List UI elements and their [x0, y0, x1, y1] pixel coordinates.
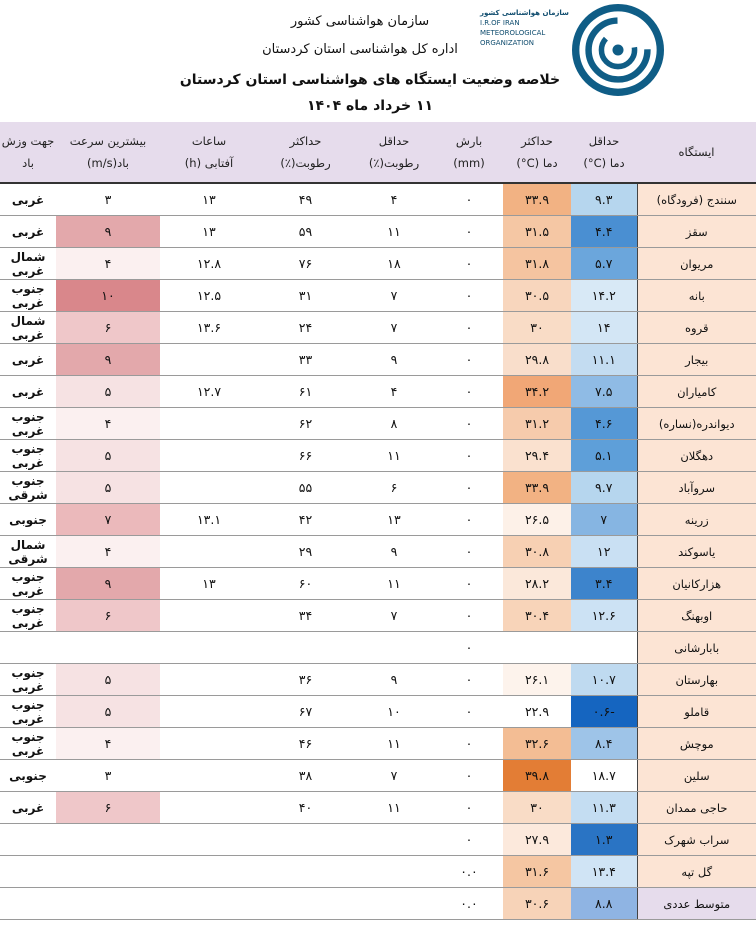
cell-rhmax	[258, 888, 353, 920]
cell-tmax: ۳۱.۲	[503, 408, 571, 440]
cell-tmin: ۱۱.۳	[571, 792, 637, 824]
cell-dir: جنوب غربی	[0, 696, 56, 728]
cell-tmin: ۱۱.۱	[571, 344, 637, 376]
cell-tmax: ۳۴.۲	[503, 376, 571, 408]
cell-precip: ۰	[435, 664, 503, 696]
cell-station: حاجی ممدان	[637, 792, 756, 824]
cell-precip: ۰	[435, 183, 503, 216]
cell-rhmin: ۱۳	[353, 504, 435, 536]
cell-sun: ۱۲.۸	[160, 248, 258, 280]
table-row	[0, 408, 756, 440]
cell-rhmin: ۷	[353, 280, 435, 312]
cell-tmax: ۲۹.۴	[503, 440, 571, 472]
cell-station: بیجار	[637, 344, 756, 376]
cell-tmin: ۳.۴	[571, 568, 637, 600]
cell-station: متوسط عددی	[637, 888, 756, 920]
table-row	[0, 856, 756, 888]
cell-tmin: ۱۰.۷	[571, 664, 637, 696]
cell-tmax: ۲۹.۸	[503, 344, 571, 376]
column-header-sublabel: دما (C°)	[516, 156, 558, 170]
column-header-label: ساعات	[191, 134, 227, 148]
cell-tmax: ۳۳.۹	[503, 472, 571, 504]
cell-sun	[160, 344, 258, 376]
column-header-dir	[0, 122, 56, 183]
table-row	[0, 600, 756, 632]
cell-rhmax: ۵۵	[258, 472, 353, 504]
cell-station: موچش	[637, 728, 756, 760]
cell-precip: ۰	[435, 280, 503, 312]
cell-rhmin: ۷	[353, 600, 435, 632]
cell-wind: ۶	[56, 792, 160, 824]
cell-dir: جنوب غربی	[0, 280, 56, 312]
table-row	[0, 568, 756, 600]
cell-rhmax: ۷۶	[258, 248, 353, 280]
cell-sun: ۱۲.۷	[160, 376, 258, 408]
logo-text-line3: ORGANIZATION	[480, 39, 535, 47]
cell-dir	[0, 632, 56, 664]
table-row	[0, 760, 756, 792]
cell-sun	[160, 440, 258, 472]
cell-wind	[56, 888, 160, 920]
table-row	[0, 183, 756, 216]
table-row	[0, 280, 756, 312]
cell-rhmax: ۶۰	[258, 568, 353, 600]
column-header-sun	[160, 122, 258, 183]
cell-precip: ۰	[435, 408, 503, 440]
cell-wind	[56, 856, 160, 888]
cell-wind: ۹	[56, 344, 160, 376]
cell-rhmax: ۳۸	[258, 760, 353, 792]
cell-tmin: ۵.۷	[571, 248, 637, 280]
cell-station: قروه	[637, 312, 756, 344]
cell-precip: ۰.۰	[435, 888, 503, 920]
cell-precip: ۰	[435, 504, 503, 536]
cell-rhmin	[353, 632, 435, 664]
cell-dir: شمال غربی	[0, 248, 56, 280]
cell-wind: ۶	[56, 312, 160, 344]
cell-dir: جنوب غربی	[0, 440, 56, 472]
cell-wind: ۹	[56, 568, 160, 600]
cell-station: دهگلان	[637, 440, 756, 472]
cell-rhmax: ۲۹	[258, 536, 353, 568]
cell-precip: ۰	[435, 568, 503, 600]
cell-wind: ۴	[56, 248, 160, 280]
cell-tmin: ۱۳.۴	[571, 856, 637, 888]
cell-station: سنندج (فرودگاه)	[637, 183, 756, 216]
cell-tmin: ۱.۳	[571, 824, 637, 856]
cell-rhmax: ۴۹	[258, 183, 353, 216]
cell-sun	[160, 536, 258, 568]
cell-wind: ۳	[56, 760, 160, 792]
table-row	[0, 536, 756, 568]
table-header	[0, 122, 756, 183]
cell-station: سقز	[637, 216, 756, 248]
cell-tmin: ۱۲.۶	[571, 600, 637, 632]
cell-wind: ۱۰	[56, 280, 160, 312]
column-header-label: حداکثر	[521, 134, 553, 148]
cell-tmin: ۴.۶	[571, 408, 637, 440]
cell-rhmin: ۱۸	[353, 248, 435, 280]
cell-wind: ۹	[56, 216, 160, 248]
cell-rhmax: ۶۲	[258, 408, 353, 440]
cell-sun: ۱۳	[160, 216, 258, 248]
cell-dir: جنوب غربی	[0, 728, 56, 760]
department-name: اداره کل هواشناسی استان کردستان	[262, 42, 458, 57]
table-row	[0, 632, 756, 664]
cell-rhmin: ۱۱	[353, 216, 435, 248]
cell-precip: ۰	[435, 312, 503, 344]
cell-dir: جنوب غربی	[0, 600, 56, 632]
weather-summary-table	[0, 122, 756, 920]
cell-wind	[56, 632, 160, 664]
cell-rhmin: ۱۰	[353, 696, 435, 728]
table-row	[0, 504, 756, 536]
cell-tmin: -۰.۶	[571, 696, 637, 728]
cell-sun	[160, 664, 258, 696]
column-header-label: ایستگاه	[678, 145, 715, 159]
cell-precip: ۰	[435, 824, 503, 856]
cell-rhmin: ۱۱	[353, 792, 435, 824]
cell-rhmin: ۱۱	[353, 440, 435, 472]
cell-rhmax: ۵۹	[258, 216, 353, 248]
cell-rhmin: ۹	[353, 344, 435, 376]
cell-dir: شمال غربی	[0, 312, 56, 344]
cell-tmax: ۳۱.۶	[503, 856, 571, 888]
table-row	[0, 696, 756, 728]
column-header-sublabel: (mm)	[453, 156, 485, 170]
cell-dir: جنوب غربی	[0, 664, 56, 696]
cell-sun: ۱۳	[160, 183, 258, 216]
cell-precip: ۰	[435, 248, 503, 280]
cell-rhmin: ۱۱	[353, 568, 435, 600]
cell-rhmin: ۹	[353, 536, 435, 568]
cell-rhmax: ۶۱	[258, 376, 353, 408]
cell-tmin: ۸.۸	[571, 888, 637, 920]
cell-dir	[0, 856, 56, 888]
table-row	[0, 792, 756, 824]
cell-sun	[160, 888, 258, 920]
cell-sun	[160, 696, 258, 728]
column-header-label: بارش	[455, 134, 483, 148]
cell-rhmin: ۶	[353, 472, 435, 504]
cell-tmax	[503, 632, 571, 664]
table-row	[0, 312, 756, 344]
cell-rhmin: ۷	[353, 760, 435, 792]
cell-rhmax	[258, 856, 353, 888]
column-header-tmax	[503, 122, 571, 183]
cell-sun: ۱۳	[160, 568, 258, 600]
cell-rhmin	[353, 824, 435, 856]
cell-wind	[56, 824, 160, 856]
cell-precip: ۰	[435, 440, 503, 472]
report-date: ۱۱ خرداد ماه ۱۴۰۴	[306, 98, 434, 114]
cell-precip: ۰	[435, 760, 503, 792]
cell-precip: ۰	[435, 728, 503, 760]
cell-station: بانه	[637, 280, 756, 312]
cell-wind: ۴	[56, 408, 160, 440]
table-body	[0, 183, 756, 920]
cell-precip: ۰	[435, 792, 503, 824]
table-row	[0, 824, 756, 856]
cell-dir	[0, 888, 56, 920]
table-row	[0, 376, 756, 408]
column-header-label: حداقل	[378, 134, 410, 148]
column-header-rhmax	[258, 122, 353, 183]
cell-tmin: ۷.۵	[571, 376, 637, 408]
cell-rhmin	[353, 888, 435, 920]
cell-dir: غربی	[0, 376, 56, 408]
cell-rhmin: ۴	[353, 183, 435, 216]
cell-tmax: ۳۱.۵	[503, 216, 571, 248]
cell-precip: ۰.۰	[435, 856, 503, 888]
org-name: سازمان هواشناسی کشور	[290, 14, 430, 29]
cell-rhmax: ۳۱	[258, 280, 353, 312]
cell-station: قاملو	[637, 696, 756, 728]
table-row	[0, 664, 756, 696]
column-header-sublabel: دما (C°)	[583, 156, 625, 170]
table-row	[0, 472, 756, 504]
cell-tmax: ۳۰	[503, 792, 571, 824]
cell-station: کامیاران	[637, 376, 756, 408]
cell-station: دیواندره(نساره)	[637, 408, 756, 440]
cell-precip: ۰	[435, 632, 503, 664]
cell-tmax: ۳۰.۸	[503, 536, 571, 568]
cell-rhmax	[258, 632, 353, 664]
cell-tmin: ۸.۴	[571, 728, 637, 760]
logo-text-line1: I.R.OF IRAN	[480, 19, 520, 27]
cell-rhmax: ۶۶	[258, 440, 353, 472]
cell-tmin: ۱۴.۲	[571, 280, 637, 312]
cell-tmax: ۲۶.۱	[503, 664, 571, 696]
report-title: خلاصه وضعیت ایستگاه های هواشناسی استان کردستان	[179, 72, 561, 88]
cell-tmin: ۹.۳	[571, 183, 637, 216]
table-row	[0, 344, 756, 376]
cell-wind: ۴	[56, 728, 160, 760]
table-row	[0, 440, 756, 472]
cell-tmax: ۳۹.۸	[503, 760, 571, 792]
cell-precip: ۰	[435, 536, 503, 568]
cell-tmax: ۳۰.۶	[503, 888, 571, 920]
meteorological-organization-logo-icon	[572, 4, 664, 96]
logo-text-fa: سازمان هواشناسی کشور	[480, 9, 569, 17]
cell-tmin: ۱۲	[571, 536, 637, 568]
header-row	[0, 122, 756, 183]
cell-rhmax: ۴۶	[258, 728, 353, 760]
cell-rhmax: ۶۷	[258, 696, 353, 728]
cell-tmin: ۴.۴	[571, 216, 637, 248]
cell-dir: غربی	[0, 183, 56, 216]
column-header-sublabel: باد(m/s)	[87, 156, 129, 170]
cell-precip: ۰	[435, 216, 503, 248]
cell-rhmin: ۱۱	[353, 728, 435, 760]
cell-sun	[160, 792, 258, 824]
cell-rhmax: ۴۰	[258, 792, 353, 824]
cell-sun: ۱۳.۶	[160, 312, 258, 344]
cell-rhmin: ۸	[353, 408, 435, 440]
cell-tmin: ۱۴	[571, 312, 637, 344]
cell-sun: ۱۳.۱	[160, 504, 258, 536]
cell-tmax: ۳۰	[503, 312, 571, 344]
cell-tmax: ۲۸.۲	[503, 568, 571, 600]
cell-station: یاسوکند	[637, 536, 756, 568]
cell-precip: ۰	[435, 600, 503, 632]
cell-tmax: ۳۱.۸	[503, 248, 571, 280]
cell-tmax: ۳۲.۶	[503, 728, 571, 760]
cell-rhmax: ۳۴	[258, 600, 353, 632]
column-header-wind	[56, 122, 160, 183]
cell-tmin: ۵.۱	[571, 440, 637, 472]
cell-tmax: ۳۰.۵	[503, 280, 571, 312]
cell-dir: جنوب غربی	[0, 408, 56, 440]
column-header-label: حداقل	[588, 134, 620, 148]
cell-tmin: ۹.۷	[571, 472, 637, 504]
cell-sun	[160, 824, 258, 856]
cell-sun	[160, 632, 258, 664]
cell-precip: ۰	[435, 376, 503, 408]
cell-sun	[160, 760, 258, 792]
cell-tmax: ۲۲.۹	[503, 696, 571, 728]
cell-wind: ۵	[56, 376, 160, 408]
cell-tmax: ۳۳.۹	[503, 183, 571, 216]
cell-wind: ۶	[56, 600, 160, 632]
cell-dir: شمال شرقی	[0, 536, 56, 568]
cell-rhmin	[353, 856, 435, 888]
cell-sun	[160, 472, 258, 504]
cell-dir: غربی	[0, 344, 56, 376]
cell-dir: غربی	[0, 216, 56, 248]
cell-wind: ۴	[56, 536, 160, 568]
cell-sun	[160, 856, 258, 888]
column-header-label: جهت وزش	[1, 134, 55, 148]
cell-station: سراب شهرک	[637, 824, 756, 856]
cell-station: سروآباد	[637, 472, 756, 504]
cell-tmax: ۲۷.۹	[503, 824, 571, 856]
cell-rhmax: ۲۴	[258, 312, 353, 344]
cell-dir: جنوب شرقی	[0, 472, 56, 504]
cell-station: بهارستان	[637, 664, 756, 696]
cell-sun	[160, 728, 258, 760]
cell-rhmax	[258, 824, 353, 856]
cell-precip: ۰	[435, 696, 503, 728]
cell-rhmax: ۳۶	[258, 664, 353, 696]
cell-wind: ۳	[56, 183, 160, 216]
column-header-sublabel: رطوبت(٪)	[368, 156, 420, 170]
cell-tmin: ۱۸.۷	[571, 760, 637, 792]
logo-text-line2: METEOROLOGICAL	[480, 29, 546, 37]
cell-wind: ۵	[56, 440, 160, 472]
cell-station: مریوان	[637, 248, 756, 280]
column-header-sublabel: رطوبت(٪)	[280, 156, 331, 170]
cell-tmax: ۳۰.۴	[503, 600, 571, 632]
column-header-station	[637, 122, 756, 183]
column-header-tmin	[571, 122, 637, 183]
cell-wind: ۵	[56, 664, 160, 696]
column-header-label: حداکثر	[289, 134, 322, 148]
cell-sun	[160, 600, 258, 632]
cell-sun: ۱۲.۵	[160, 280, 258, 312]
cell-station: گل تپه	[637, 856, 756, 888]
cell-rhmax: ۴۲	[258, 504, 353, 536]
cell-dir: غربی	[0, 792, 56, 824]
cell-precip: ۰	[435, 472, 503, 504]
cell-station: اوبهنگ	[637, 600, 756, 632]
table-row	[0, 216, 756, 248]
cell-tmin: ۷	[571, 504, 637, 536]
column-header-sublabel: باد	[22, 156, 34, 170]
cell-wind: ۵	[56, 472, 160, 504]
cell-dir: جنوبی	[0, 760, 56, 792]
cell-station: زرینه	[637, 504, 756, 536]
cell-rhmin: ۷	[353, 312, 435, 344]
cell-dir	[0, 824, 56, 856]
cell-rhmin: ۹	[353, 664, 435, 696]
cell-precip: ۰	[435, 344, 503, 376]
cell-dir: جنوبی	[0, 504, 56, 536]
column-header-precip	[435, 122, 503, 183]
cell-tmin	[571, 632, 637, 664]
cell-station: هزارکانیان	[637, 568, 756, 600]
cell-rhmin: ۴	[353, 376, 435, 408]
column-header-rhmin	[353, 122, 435, 183]
cell-station: سلین	[637, 760, 756, 792]
column-header-sublabel: آفتابی (h)	[184, 156, 234, 170]
cell-tmax: ۲۶.۵	[503, 504, 571, 536]
cell-rhmax: ۳۳	[258, 344, 353, 376]
cell-wind: ۵	[56, 696, 160, 728]
cell-station: بابارشانی	[637, 632, 756, 664]
column-header-label: بیشترین سرعت	[69, 134, 147, 148]
table-row	[0, 248, 756, 280]
cell-dir: جنوب غربی	[0, 568, 56, 600]
table-row	[0, 728, 756, 760]
table-row	[0, 888, 756, 920]
cell-sun	[160, 408, 258, 440]
cell-wind: ۷	[56, 504, 160, 536]
